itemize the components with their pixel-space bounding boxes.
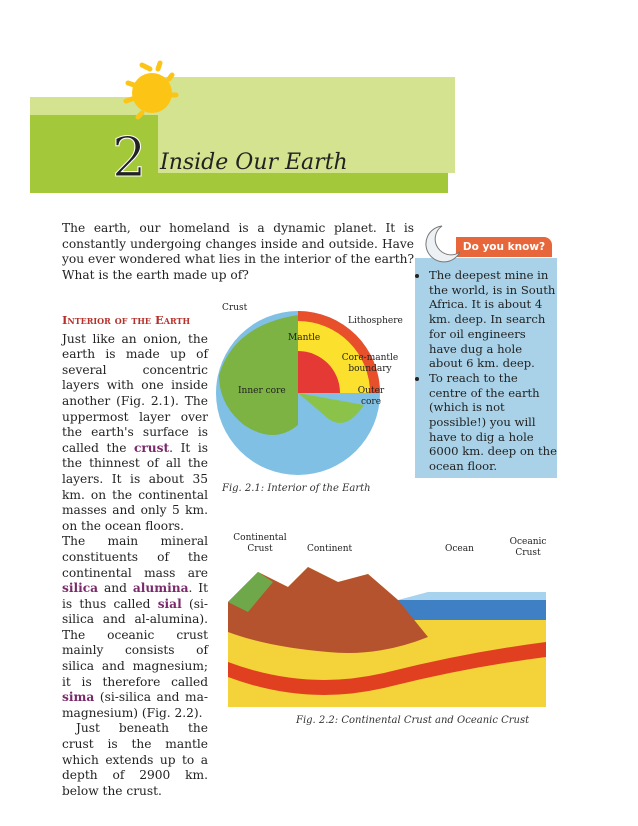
fact-item: • The deepest mine in the world, is in South Africa. It is about 4 km. deep. In search for oil engineers have dug a hole about 6 km. deep. bbox=[429, 268, 557, 371]
label-lithosphere: Lithosphere bbox=[348, 316, 403, 326]
label-mantle: Mantle bbox=[288, 333, 321, 343]
label-inner-core: Inner core bbox=[238, 386, 286, 396]
paragraph-3: Just beneath the crust is the mantle which extends up to a depth of 2900 km. below the crust. bbox=[62, 721, 208, 798]
do-you-know-box bbox=[415, 258, 557, 478]
text: (si-silica and ma-magnesium) (Fig. 2.2). bbox=[62, 690, 208, 720]
label-continent: Continent bbox=[307, 544, 353, 554]
paragraph-1 bbox=[62, 332, 208, 535]
section-heading: Interior of the Earth bbox=[62, 313, 191, 327]
text: and bbox=[98, 581, 133, 596]
chapter-title: Inside Our Earth bbox=[160, 150, 348, 175]
term-silica: silica bbox=[62, 581, 99, 596]
chapter-number: 2 bbox=[112, 126, 147, 189]
text: (si-silica and al-alumina). The oceanic crust mainly consists of silica and magnesium; it is therefore called bbox=[62, 596, 209, 689]
fact-item: • To reach to the centre of the earth (which is not possible!) you will have to dig a hole 6000 km. deep on the ocean floor. bbox=[429, 371, 557, 474]
label-continental-crust: Continental Crust bbox=[233, 533, 287, 554]
term-sima: sima bbox=[62, 690, 95, 705]
figure-2-caption: Fig. 2.2: Continental Crust and Oceanic Crust bbox=[296, 715, 530, 726]
do-you-know-title: Do you know? bbox=[456, 237, 552, 257]
paragraph-2 bbox=[62, 534, 208, 721]
intro-paragraph: The earth, our homeland is a dynamic planet. It is constantly undergoing changes inside and outside. Have you ever wondered what lies in the interior of the earth? What is the earth made up of? bbox=[62, 221, 414, 282]
header-band-dark-bottom bbox=[155, 173, 448, 193]
term-sial: sial bbox=[157, 596, 182, 611]
text: Just like an onion, the earth is made up of several concentric layers with one inside another (Fig. 2.1). The uppermost layer over the earth's surface is called the bbox=[62, 331, 208, 455]
text: . It is the thinnest of all the layers. It is about 35 km. on the continental masses and only 5 km. on the ocean floors. bbox=[62, 440, 208, 533]
sun-icon bbox=[120, 55, 180, 125]
text: The main mineral constituents of the continental mass are bbox=[62, 534, 208, 580]
label-oceanic-crust: Oceanic Crust bbox=[509, 537, 547, 558]
crust-cross-section-figure bbox=[228, 562, 546, 707]
label-outer-core: Outer core bbox=[357, 386, 385, 407]
interior-section bbox=[62, 313, 208, 799]
figure-1-caption: Fig. 2.1: Interior of the Earth bbox=[222, 483, 371, 494]
label-core-mantle-boundary: Core-mantle boundary bbox=[341, 353, 399, 374]
moon-mascot-icon bbox=[420, 222, 464, 266]
label-crust: Crust bbox=[222, 303, 248, 313]
term-alumina: alumina bbox=[132, 581, 189, 596]
label-ocean: Ocean bbox=[445, 544, 474, 554]
text: . It is thus called bbox=[62, 581, 208, 611]
term-crust: crust bbox=[133, 440, 170, 455]
